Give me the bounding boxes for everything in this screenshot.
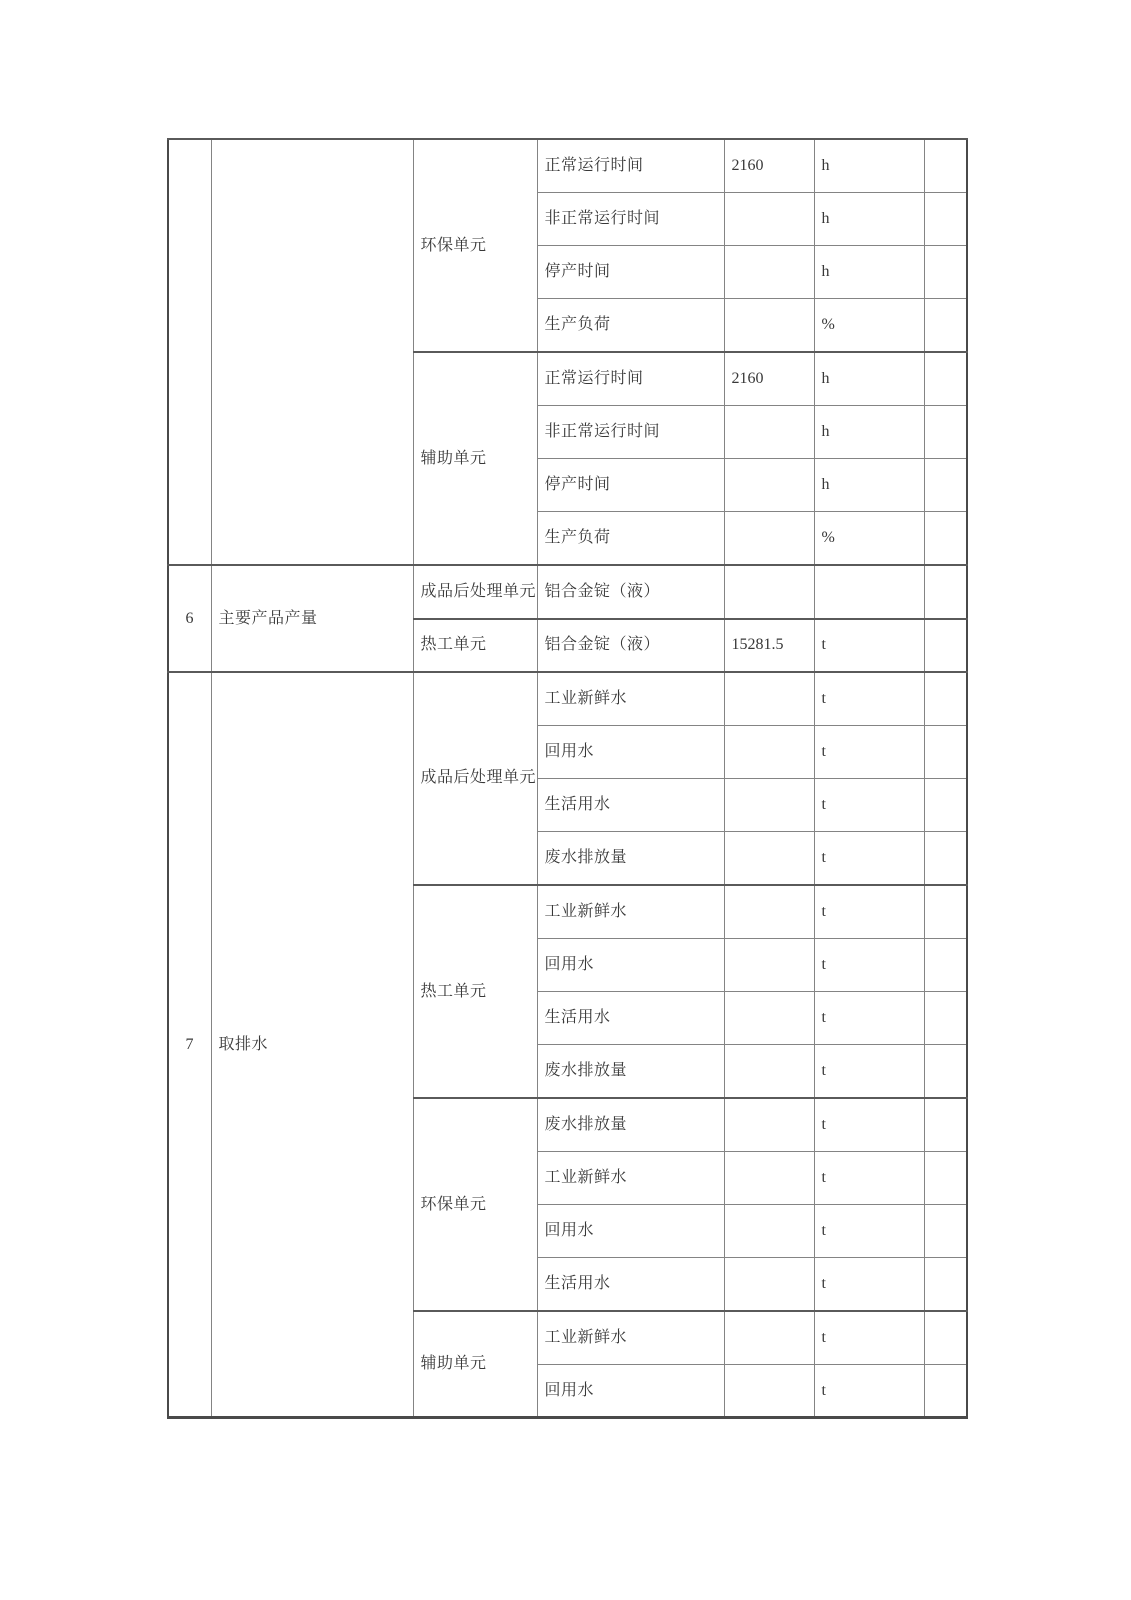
measure-unit-cell: t	[814, 832, 924, 885]
row-number-cell: 7	[168, 672, 211, 1418]
production-operation-table	[167, 138, 968, 1419]
category-cell: 取排水	[211, 672, 413, 1418]
unit-group-cell: 成品后处理单元	[413, 565, 537, 618]
value-cell	[724, 459, 814, 512]
item-name-cell: 回用水	[537, 1205, 724, 1258]
category-cell: 主要产品产量	[211, 565, 413, 672]
remark-cell	[924, 619, 967, 672]
value-cell: 15281.5	[724, 619, 814, 672]
item-name-cell: 工业新鲜水	[537, 672, 724, 725]
item-name-cell: 废水排放量	[537, 1045, 724, 1098]
value-cell	[724, 672, 814, 725]
measure-unit-cell: %	[814, 299, 924, 352]
remark-cell	[924, 299, 967, 352]
measure-unit-cell: h	[814, 192, 924, 245]
remark-cell	[924, 778, 967, 831]
measure-unit-cell: h	[814, 405, 924, 458]
remark-cell	[924, 1045, 967, 1098]
remark-cell	[924, 885, 967, 938]
measure-unit-cell: h	[814, 139, 924, 192]
report-table-body	[168, 139, 967, 1418]
measure-unit-cell: t	[814, 1098, 924, 1151]
measure-unit-cell: t	[814, 1258, 924, 1311]
item-name-cell: 工业新鲜水	[537, 1151, 724, 1204]
value-cell	[724, 1151, 814, 1204]
unit-group-cell: 辅助单元	[413, 1311, 537, 1418]
remark-cell	[924, 1098, 967, 1151]
value-cell	[724, 885, 814, 938]
value-cell	[724, 405, 814, 458]
table-row	[168, 672, 967, 725]
value-cell	[724, 192, 814, 245]
value-cell	[724, 725, 814, 778]
measure-unit-cell: t	[814, 1311, 924, 1364]
item-name-cell: 非正常运行时间	[537, 405, 724, 458]
value-cell	[724, 246, 814, 299]
item-name-cell: 回用水	[537, 725, 724, 778]
measure-unit-cell: t	[814, 992, 924, 1045]
remark-cell	[924, 725, 967, 778]
item-name-cell: 废水排放量	[537, 832, 724, 885]
value-cell	[724, 299, 814, 352]
measure-unit-cell: t	[814, 725, 924, 778]
item-name-cell: 正常运行时间	[537, 352, 724, 405]
item-name-cell: 回用水	[537, 938, 724, 991]
unit-group-cell: 热工单元	[413, 885, 537, 1098]
measure-unit-cell: h	[814, 246, 924, 299]
item-name-cell: 铝合金锭（液）	[537, 565, 724, 618]
remark-cell	[924, 459, 967, 512]
remark-cell	[924, 1364, 967, 1417]
remark-cell	[924, 672, 967, 725]
measure-unit-cell: t	[814, 619, 924, 672]
remark-cell	[924, 512, 967, 565]
remark-cell	[924, 1311, 967, 1364]
table-row	[168, 565, 967, 618]
measure-unit-cell: t	[814, 885, 924, 938]
category-cell	[211, 139, 413, 565]
item-name-cell: 停产时间	[537, 246, 724, 299]
item-name-cell: 生活用水	[537, 1258, 724, 1311]
remark-cell	[924, 352, 967, 405]
value-cell	[724, 565, 814, 618]
item-name-cell: 工业新鲜水	[537, 1311, 724, 1364]
unit-group-cell: 成品后处理单元	[413, 672, 537, 885]
value-cell	[724, 1205, 814, 1258]
row-number-cell	[168, 139, 211, 565]
value-cell	[724, 1364, 814, 1417]
value-cell	[724, 1311, 814, 1364]
item-name-cell: 非正常运行时间	[537, 192, 724, 245]
measure-unit-cell: h	[814, 352, 924, 405]
item-name-cell: 生活用水	[537, 778, 724, 831]
item-name-cell: 生活用水	[537, 992, 724, 1045]
item-name-cell: 工业新鲜水	[537, 885, 724, 938]
value-cell	[724, 778, 814, 831]
measure-unit-cell: t	[814, 938, 924, 991]
measure-unit-cell: t	[814, 672, 924, 725]
value-cell	[724, 1098, 814, 1151]
unit-group-cell: 环保单元	[413, 1098, 537, 1311]
measure-unit-cell: t	[814, 1364, 924, 1417]
remark-cell	[924, 1258, 967, 1311]
value-cell	[724, 938, 814, 991]
measure-unit-cell: %	[814, 512, 924, 565]
remark-cell	[924, 192, 967, 245]
measure-unit-cell: t	[814, 1045, 924, 1098]
remark-cell	[924, 1151, 967, 1204]
value-cell: 2160	[724, 139, 814, 192]
measure-unit-cell: t	[814, 778, 924, 831]
value-cell	[724, 1258, 814, 1311]
measure-unit-cell: t	[814, 1151, 924, 1204]
remark-cell	[924, 139, 967, 192]
unit-group-cell: 环保单元	[413, 139, 537, 352]
remark-cell	[924, 405, 967, 458]
measure-unit-cell	[814, 565, 924, 618]
item-name-cell: 回用水	[537, 1364, 724, 1417]
item-name-cell: 铝合金锭（液）	[537, 619, 724, 672]
remark-cell	[924, 1205, 967, 1258]
item-name-cell: 正常运行时间	[537, 139, 724, 192]
item-name-cell: 废水排放量	[537, 1098, 724, 1151]
row-number-cell: 6	[168, 565, 211, 672]
value-cell	[724, 512, 814, 565]
table-row	[168, 139, 967, 192]
value-cell	[724, 992, 814, 1045]
value-cell	[724, 1045, 814, 1098]
unit-group-cell: 热工单元	[413, 619, 537, 672]
remark-cell	[924, 938, 967, 991]
value-cell	[724, 832, 814, 885]
item-name-cell: 生产负荷	[537, 512, 724, 565]
remark-cell	[924, 992, 967, 1045]
item-name-cell: 停产时间	[537, 459, 724, 512]
remark-cell	[924, 832, 967, 885]
remark-cell	[924, 246, 967, 299]
item-name-cell: 生产负荷	[537, 299, 724, 352]
remark-cell	[924, 565, 967, 618]
value-cell: 2160	[724, 352, 814, 405]
measure-unit-cell: t	[814, 1205, 924, 1258]
unit-group-cell: 辅助单元	[413, 352, 537, 565]
measure-unit-cell: h	[814, 459, 924, 512]
